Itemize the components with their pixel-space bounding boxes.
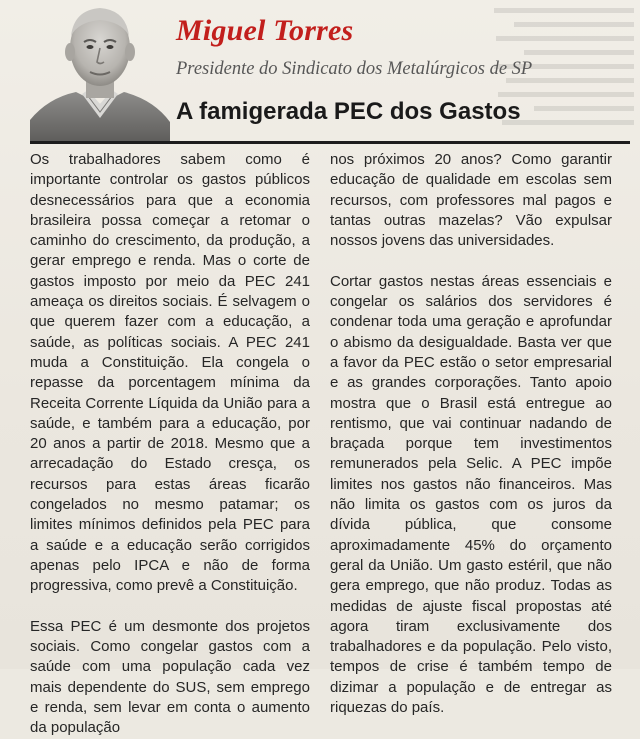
- left-column: [30, 150, 310, 739]
- author-role: Presidente do Sindicato dos Metalúrgicos de SP: [176, 59, 533, 79]
- right-paragraph-1: nos próximos 20 anos? Como garantir educação de qualidade em escolas sem recursos, com professores mal pagos e tantas outras mazelas? Vão expulsar nossos jovens das universidades.: [330, 151, 612, 250]
- right-column: [330, 150, 612, 718]
- header-divider: [30, 141, 630, 144]
- left-paragraph-2: Essa PEC é um desmonte dos projetos sociais. Como congelar gastos com a saúde com uma população cada vez mais dependente do SUS, sem emprego e renda, sem levar em conta o aumento da população: [30, 617, 310, 737]
- author-portrait-icon: [30, 0, 170, 142]
- article-title: A famigerada PEC dos Gastos: [176, 98, 521, 125]
- author-name: Miguel Torres: [176, 14, 354, 47]
- right-paragraph-2: Cortar gastos nestas áreas essenciais e congelar os salários dos servidores é condenar toda uma geração e aprofundar o abismo da desigualdade. Basta ver que a favor da PEC estão o setor empresarial e as grandes corporações. Tanto apoio mostra que o Brasil está entregue ao rentismo, que vai continuar nadando de braçada porque tem investimentos remunerados pela Selic. A PEC impõe limites nos gastos não financeiros. Mas não limita os gastos com os juros da dívida pública, que consome aproximadamente 45% do orçamento geral da União. Um gasto estéril, que não gera emprego, que não produz. Todas as medidas de ajuste fiscal propostas até agora tiram exclusivamente dos trabalhadores e da população. Pelo visto, tempos de crise é também tempo de dizimar a população e de entregar as riquezas do país.: [330, 272, 612, 717]
- author-photo: [30, 0, 170, 142]
- left-paragraph-1: Os trabalhadores sabem como é importante controlar os gastos públicos desnecessários para que a economia brasileira possa começar a retomar o caminho do crescimento, da produção, a gerar emprego e renda. Mas o corte de gastos imposto por meio da PEC 241 ameaça os direitos sociais. É selvagem o que querem fazer com a educação, a saúde, as políticas sociais. A PEC 241 muda a Constituição. Ela congela o repasse da porcentagem mínima da Receita Corrente Líquida da União para a saúde, e também para a educação, por 20 anos a partir de 2018. Mesmo que a arrecadação do Estado cresça, os recursos para estas áreas ficarão congelados no mesmo patamar; os limites mínimos definidos pela PEC para a saúde e a educação serão corrigidos apenas pelo IPCA e não de forma progressiva, como prevê a Constituição.: [30, 151, 310, 595]
